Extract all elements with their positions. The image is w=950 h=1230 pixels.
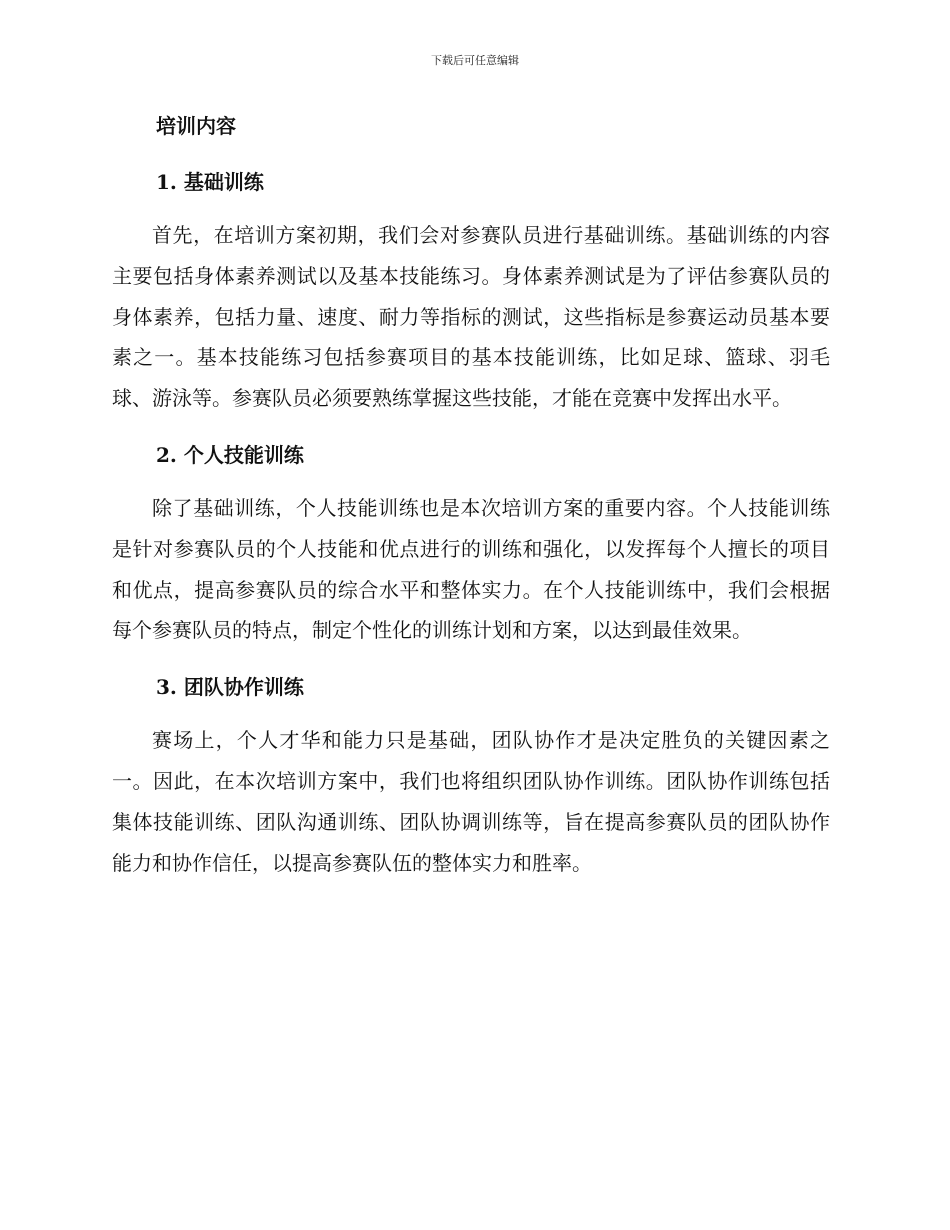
section-body-teamwork: 赛场上，个人才华和能力只是基础，团队协作才是决定胜负的关键因素之一。因此，在本次培训方案中，我们也将组织团队协作训练。团队协作训练包括集体技能训练、团队沟通训练、团队协调训练等，旨在提高参赛队员的团队协作能力和协作信任，以提高参赛队伍的整体实力和胜率。 bbox=[112, 728, 830, 875]
header-note: 下载后可任意编辑 bbox=[431, 54, 519, 67]
section-body-individual-skills: 除了基础训练，个人技能训练也是本次培训方案的重要内容。个人技能训练是针对参赛队员的个人技能和优点进行的训练和强化，以发挥每个人擅长的项目和优点，提高参赛队员的综合水平和整体实力。在个人技能训练中，我们会根据每个参赛队员的特点，制定个性化的训练计划和方案，以达到最佳效果。 bbox=[112, 495, 830, 643]
section-heading-individual-skills: 2. 个人技能训练 bbox=[156, 442, 304, 467]
document-content bbox=[112, 108, 830, 901]
section-heading-teamwork: 3. 团队协作训练 bbox=[156, 675, 304, 700]
section-heading-basic-training: 1. 基础训练 bbox=[156, 170, 264, 194]
section-body-basic-training: 首先，在培训方案初期，我们会对参赛队员进行基础训练。基础训练的内容主要包括身体素养测试以及基本技能练习。身体素养测试是为了评估参赛队员的身体素养，包括力量、速度、耐力等指标的测试，这些指标是参赛运动员基本要素之一。基本技能练习包括参赛项目的基本技能训练，比如足球、篮球、羽毛球、游泳等。参赛队员必须要熟练掌握这些技能，才能在竞赛中发挥出水平。 bbox=[112, 223, 830, 411]
page-title: 培训内容 bbox=[156, 114, 236, 138]
